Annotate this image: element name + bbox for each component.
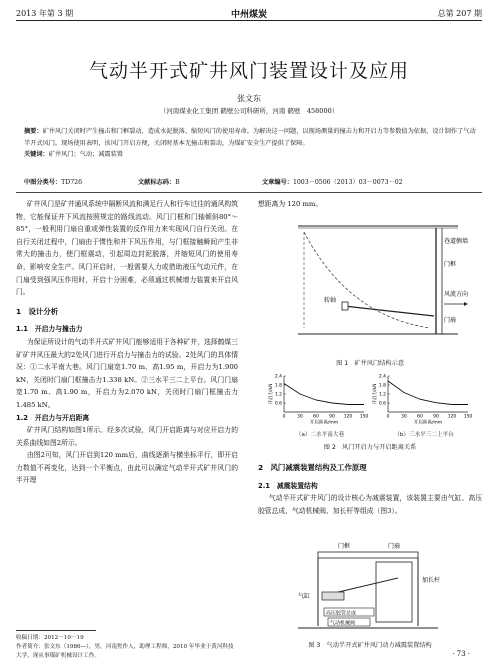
y-tick-label: 1.8 — [378, 383, 386, 389]
figure-2b-chart — [372, 372, 476, 428]
section-2-1-heading: 2.1 减震装置结构 — [258, 481, 318, 490]
clc-value: TD726 — [61, 179, 83, 186]
figure-1-drawing — [258, 216, 482, 352]
document-code — [138, 177, 180, 186]
x-tick-label: 60 — [313, 414, 319, 420]
x-tick-label: 30 — [297, 414, 303, 420]
section-1-heading: 1 设计分析 — [16, 306, 59, 316]
left-column — [16, 198, 238, 487]
running-header — [0, 0, 498, 22]
x-tick-label: 30 — [401, 414, 407, 420]
article-label: 文章编号： — [262, 179, 293, 186]
abstract-block — [24, 126, 476, 161]
section-1-2-text: 矿井风门结构如图1所示。经多次试验，风门开启距离与对应开启力的关系曲线如图2所示。 — [16, 426, 238, 447]
intro-paragraph: 矿井风门是矿井通风系统中隔断风流和满足行人和行车过往的通风构筑物，它能保证井下风流按照规定的路线流动。风门门框和门轴倾斜80°～85°，一般利用门扇自重或弹性装置的反作用力来实现风门自行关闭。在自行关闭过程中，门扇由于惯性和井下风压作用，与门框接触瞬间产生非常大的撞击力，使门框震动，引起周边封泥脱落，并缩短风门的使用寿命，影响安全生产。风门开启时，一般需要人力或借助液压气动元件，在门扇受到强风压作用时，开启十分困难，必须通过机械增力装置来开启风门。 — [16, 200, 238, 297]
doc-code-label: 文献标志码： — [138, 179, 176, 186]
abstract — [24, 126, 476, 149]
y-tick-label: 2.4 — [378, 374, 386, 380]
classification-number — [24, 177, 82, 186]
fig3-label-frame: 门框 — [338, 543, 351, 550]
x-tick-label: 120 — [343, 414, 353, 420]
paper-author: 张文东 — [237, 94, 261, 103]
right-top-text: 想距离为 120 mm。 — [258, 200, 323, 208]
y-tick-label: 0.6 — [274, 401, 282, 407]
x-tick-label: 90 — [329, 414, 335, 420]
x-tick-label: 0 — [282, 414, 286, 420]
x-tick-label: 150 — [359, 414, 369, 420]
figure-1-caption: 图 1 矿井风门结构示意 — [336, 360, 404, 367]
figure-3-caption: 图 3 气动半开式矿井风门动力减震装置结构 — [308, 642, 432, 649]
paper-affiliation: （河南煤业化工集团 鹤壁公司科研所，河南 鹤壁 458000） — [159, 107, 339, 115]
x-axis-label: 开启距离/mm — [309, 420, 339, 426]
figure-2b-subcaption: （b）三水平三二上平台 — [394, 432, 454, 438]
y-axis-label: 开启力/kN — [269, 383, 274, 405]
keywords-text: 矿井风门；气动；减震装置 — [48, 151, 123, 158]
fig1-label-wind: 风流方向 — [444, 291, 469, 298]
fig1-label-leaf: 门扇 — [444, 317, 457, 324]
fig3-label-hose: 高压胶管总成 — [326, 610, 357, 617]
y-tick-label: 1.2 — [274, 392, 282, 398]
series-line — [284, 384, 364, 405]
fig1-label-frame: 门框 — [444, 261, 457, 268]
section-1-2-heading: 1.2 开启力与开启距离 — [16, 413, 90, 422]
paper-title: 气动半开式矿井风门装置设计及应用 — [88, 60, 409, 82]
door-leaf-box — [376, 562, 412, 622]
y-tick-label: 1.2 — [378, 392, 386, 398]
header-journal: 中州煤炭 — [230, 10, 267, 20]
abstract-label: 摘要： — [24, 128, 43, 135]
x-axis-label: 开启距离/mm — [413, 420, 443, 426]
keywords — [24, 149, 476, 161]
abstract-rule — [16, 192, 482, 193]
frame-top — [318, 552, 418, 558]
author-bio: 作者简介：张文东（1986—），男，河南焦作人，助理工程师，2010 年毕业于黄河科技大学，现从事煤矿机械设计工作。 — [16, 644, 234, 659]
fig3-label-cylinder: 气缸 — [298, 593, 311, 600]
header-rule — [16, 20, 482, 21]
section-2-1-text: 气动半开式矿井风门的设计核心为减震装置，该装置主要由气缸、高压胶管总成、气动机械阀、加长杆等组成（图3）。 — [258, 494, 482, 515]
section-2-heading: 2 风门减震装置结构及工作原理 — [258, 463, 367, 472]
extension-rod — [330, 578, 398, 594]
footnote — [16, 630, 236, 661]
door-leaf — [344, 306, 434, 316]
figure-2-caption: 图 2 风门开启力与开启距离关系 — [323, 444, 417, 451]
figure-2a-subcaption: （a）二水平南大巷 — [295, 432, 345, 438]
cylinder-body — [322, 592, 344, 600]
fig3-label-rod: 加长杆 — [422, 577, 441, 584]
right-column-top — [258, 198, 482, 211]
doc-code-value: B — [175, 179, 180, 186]
y-tick-label: 2.4 — [274, 374, 282, 380]
figure-2a-chart — [268, 372, 372, 428]
footnote-rule — [16, 630, 96, 631]
keywords-label: 关键词： — [24, 151, 49, 158]
received-date: 收稿日期：2012－10－19 — [16, 635, 84, 641]
article-number — [262, 177, 403, 186]
x-tick-label: 90 — [433, 414, 439, 420]
fig3-label-leaf: 门扇 — [388, 543, 401, 550]
y-axis-label: 开启力/kN — [373, 383, 378, 405]
clc-label: 中图分类号： — [24, 179, 62, 186]
header-issue: 2013 年第 3 期 — [16, 9, 74, 18]
hinge-box — [342, 302, 348, 310]
section-1-1-text: 为保证所设计的气动半开式矿井风门能够适用于各种矿井，选择鹤煤三矿矿井风压最大的2处风门进行开启力与撞击力的试验。2处风门的具体情况：①二水平南大巷。风门门扇宽1.70 m、高1.95 m，开启力为1.900 kN，关闭时门扇门框撞击力1.338 kN。②三水平三二上平台。风门门扇宽1.70 m、高1.90 m，开启力为2.070 kN，关闭时门扇门框撞击力1.485 kN。 — [16, 337, 238, 409]
y-tick-label: 1.8 — [274, 383, 282, 389]
fig1-label-hinge: 转轴 — [324, 297, 337, 304]
x-tick-label: 60 — [417, 414, 423, 420]
section-1-2-text-2: 由图2可知，风门开启到120 mm后，曲线逐渐与横坐标平行，即开启力数值不再变化，达到一个平衡点，由此可以确定气动半开式矿井风门的半开理 — [16, 451, 238, 485]
fig3-label-valve: 气动机械阀 — [330, 620, 356, 627]
header-total-issue: 总第 207 期 — [437, 9, 482, 18]
x-tick-label: 150 — [463, 414, 473, 420]
x-tick-label: 120 — [447, 414, 457, 420]
abstract-text: 矿井风门关闭时产生撞击和门框裂动，造成水泥脱落、缩短风门的使用寿命。为解决这一问题，以现场测量的撞击力和开启力等参数值为依据，设计制作了气动半开式风门。现场使用表明，该风门开启方便，关闭时基本无撞击和裂动，为煤矿安全生产提供了保障。 — [24, 128, 476, 147]
x-tick-label: 0 — [386, 414, 390, 420]
right-column-section-2 — [258, 455, 482, 517]
fig1-label-wall: 巷道侧墙 — [444, 238, 469, 245]
y-tick-label: 0.6 — [378, 401, 386, 407]
section-1-1-heading: 1.1 开启力与撞击力 — [16, 325, 83, 334]
article-value: 1003－0506（2013）03－0073－02 — [292, 179, 403, 186]
figure-3-drawing — [258, 534, 482, 634]
page-number: · 73 · — [452, 650, 470, 658]
series-line — [388, 381, 468, 405]
wind-arrow-head — [464, 302, 468, 306]
